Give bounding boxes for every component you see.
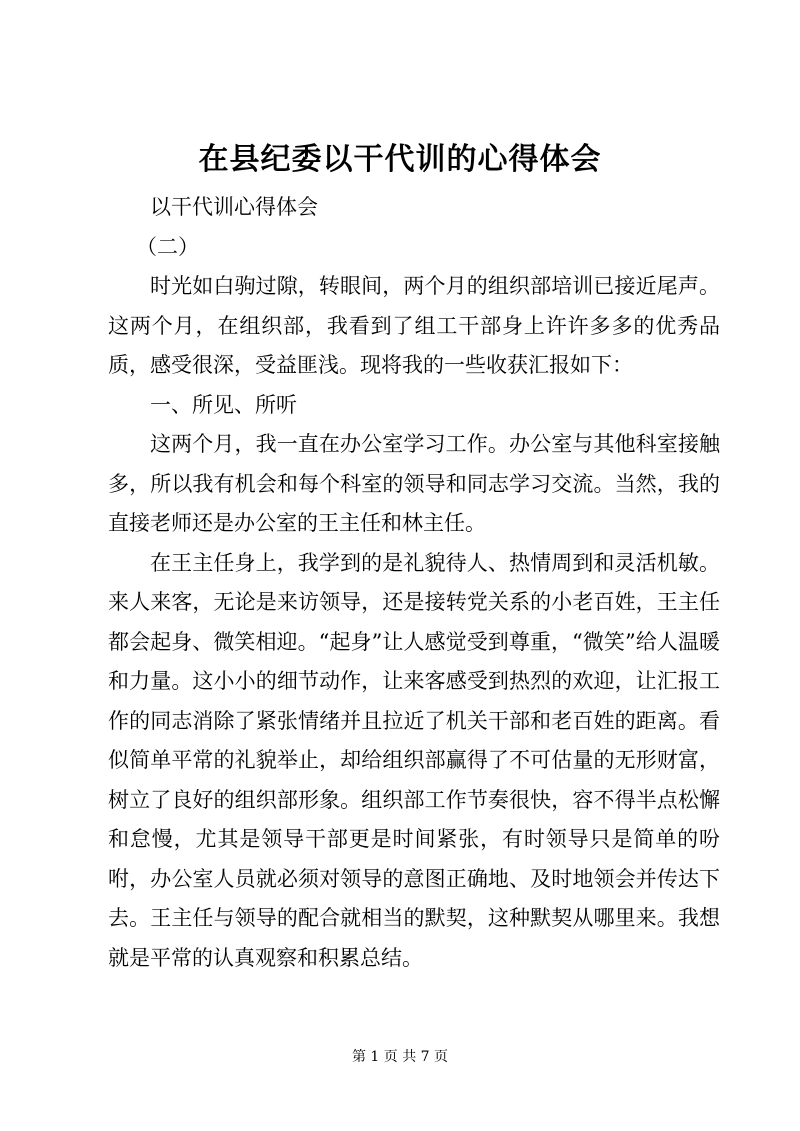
page-footer: 第 1 页 共 7 页 xyxy=(351,1049,449,1065)
paragraph: 在王主任身上，我学到的是礼貌待人、热情周到和灵活机敏。来人来客，无论是来访领导，还是接转党关系的小老百姓，王主任都会起身、微笑相迎。“起身”让人感觉受到尊重，“微笑”给人温暖和力量。这小小的细节动作，让来客感受到热烈的欢迎，让汇报工作的同志消除了紧张情绪并且拉近了机关干部和老百姓的距离。看似简单平常的礼貌举止，却给组织部赢得了不可估量的无形财富，树立了良好的组织部形象。组织部工作节奏很快，容不得半点松懈和怠慢，尤其是领导干部更是时间紧张，有时领导只是简单的吩咐，办公室人员就必须对领导的意图正确地、及时地领会并传达下去。王主任与领导的配合就相当的默契，这种默契从哪里来。我想就是平常的认真观察和积累总结。 xyxy=(108,550,720,970)
paragraph-intro: 时光如白驹过隙，转眼间，两个月的组织部培训已接近尾声。这两个月，在组织部，我看到了组工干部身上许许多多的优秀品质，感受很深，受益匪浅。现将我的一些收获汇报如下： xyxy=(108,274,720,377)
paragraph: 这两个月，我一直在办公室学习工作。办公室与其他科室接触多，所以我有机会和每个科室的领导和同志学习交流。当然，我的直接老师还是办公室的王主任和林主任。 xyxy=(108,432,720,535)
document-title: 在县纪委以干代训的心得体会 xyxy=(198,142,602,177)
section-heading: 一、所见、所听 xyxy=(150,392,297,417)
subtitle: 以干代训心得体会 xyxy=(150,195,318,219)
section-number: （二） xyxy=(136,234,199,259)
document-body xyxy=(108,188,720,978)
